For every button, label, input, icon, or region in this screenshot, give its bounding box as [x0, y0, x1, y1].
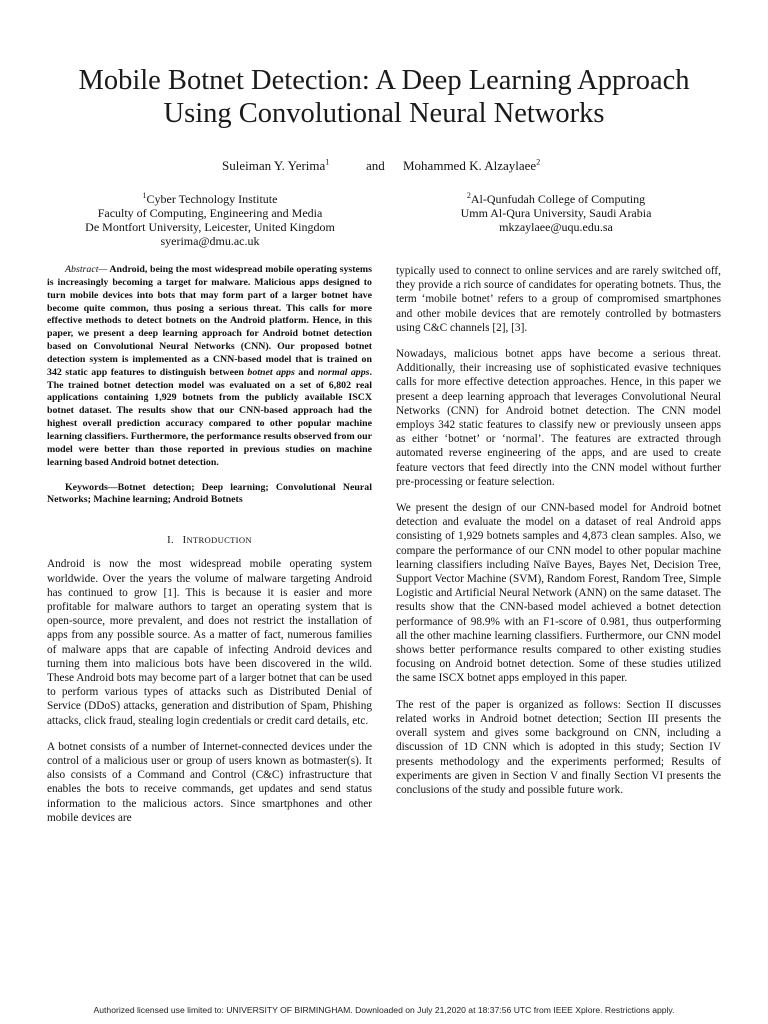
paragraph: Nowadays, malicious botnet apps have become a serious threat. Additionally, their increasing use of sophisticated evasive techniques calls for more effective detection approaches. Hence, in this paper we present a deep learning approach that leverages Convolutional Neural Networks (CNN) for Android botnet detection. The CNN model employs 342 static features to classify new or previously unseen apps as either ‘botnet’ or ‘normal’. The features are extracted through automated reverse engineering of the apps, and are used to create feature vectors that feed directly into the CNN model without further pre-processing or feature selection. [396, 348, 721, 488]
author-2-name: Mohammed K. Alzaylaee [403, 158, 537, 173]
right-column [396, 264, 721, 809]
abstract-text-a: Android, being the most widespread mobile operating systems is increasingly becoming a target for malware. Malicious apps designed to turn mobile devices into bots that may form part of a larger botnet have become quite common, thus posing a serious threat. This calls for more effective methods to detect botnets on the Android platform. Hence, in this paper, we present a deep learning approach for Android botnet detection based on Convolutional Neural Networks (CNN). Our proposed botnet detection system is implemented as a CNN-based model that is trained on 342 static app features to distinguish between [47, 264, 372, 378]
affiliation-right-email: mkzaylaee@uqu.edu.sa [499, 220, 613, 234]
author-1 [222, 158, 329, 174]
affiliation-left [60, 192, 360, 248]
affiliation-right-line-2: Umm Al-Qura University, Saudi Arabia [460, 206, 652, 220]
author-2-sup: 2 [536, 157, 541, 167]
section-heading-introduction [47, 533, 372, 548]
abstract-em-botnet: botnet apps [247, 366, 295, 378]
license-footer: Authorized licensed use limited to: UNIVERSITY OF BIRMINGHAM. Downloaded on July 21,2020 at 18:37:56 UTC from IEEE Xplore. Restrictions apply. [93, 1005, 675, 1015]
affiliation-right-institute: Al-Qunfudah College of Computing [470, 192, 646, 206]
affiliation-right-line-1 [406, 192, 706, 206]
affiliation-left-line-1 [60, 192, 360, 206]
affiliation-left-line-2: Faculty of Computing, Engineering and Media [97, 206, 323, 220]
paragraph: We present the design of our CNN-based model for Android botnet detection and evaluate the model on a dataset of real Android apps consisting of 1,929 botnets samples and 4,873 clean samples. Also, we compare the performance of our CNN model to other popular machine learning classifiers including Naïve Bayes, Bayes Net, Decision Tree, Support Vector Machine (SVM), Random Forest, Random Tree, Simple Logistic and Artificial Neural Network (ANN) on the same dataset. The results show that the CNN-based model achieved a botnet detection performance of 98.9% with an F1-score of 0.981, thus outperforming all the other machine learning classifiers. Furthermore, our CNN model shows better performance results compared to other existing studies focusing on Android botnet detection. Some of these studies utilized the same ISCX botnet apps employed in this paper. [396, 502, 721, 685]
affiliation-left-email: syerima@dmu.ac.uk [160, 234, 260, 248]
paragraph: The rest of the paper is organized as follows: Section II discusses related works in Android botnet detection; Section III presents the overall system and gives some background on CNN, including a discussion of 1D CNN which is adopted in this study; Section IV presents methodology and the experiments performed; Results of experiments are given in Section V and finally Section VI presents the conclusions of the study and possible future work. [396, 698, 721, 796]
paragraph: A botnet consists of a number of Internet-connected devices under the control of a malicious user or group of users known as botmaster(s). It also consists of a Command and Control (C&C) infrastructure that enables the bots to receive commands, get updates and send status information to the malicious actors. Since smartphones and other mobile devices are [47, 740, 372, 824]
abstract-em-normal: normal apps [317, 366, 370, 378]
title-line-2: Using Convolutional Neural Networks [163, 98, 605, 129]
section-title-rest: NTRODUCTION [186, 535, 252, 546]
paper-title [30, 64, 738, 130]
affiliation-left-sup: 1 [142, 191, 147, 200]
abstract-text-b: and [294, 366, 318, 378]
affiliation-left-institute: Cyber Technology Institute [146, 192, 278, 206]
abstract-text-c: . The trained botnet detection model was evaluated on a set of 6,802 real applications containing 1,929 botnets from the publicly available ISCX botnet dataset. The results show that our CNN-based approach had the highest overall prediction accuracy compared to other popular machine learning classifiers. Furthermore, the performance results observed from our model were better than those reported in previous studies on machine learning based Android botnet detection. [47, 366, 372, 468]
author-2 [403, 158, 540, 174]
affiliation-right-sup: 2 [466, 191, 471, 200]
author-conjunction: and [366, 158, 385, 173]
author-1-sup: 1 [325, 157, 330, 167]
affiliation-right [406, 192, 706, 234]
keywords: Keywords—Botnet detection; Deep learning; Convolutional Neural Networks; Machine learning; Android Botnets [47, 481, 372, 506]
abstract-label: Abstract— [65, 264, 108, 275]
paragraph: typically used to connect to online services and are rarely switched off, they provide a rich source of candidates for operating botnets. Thus, the term ‘mobile botnet’ refers to a group of compromised smartphones and other mobile devices that are remotely controlled by botmasters using C&C channels [2], [3]. [396, 265, 721, 334]
left-column [47, 264, 372, 837]
section-numeral: I. [167, 535, 174, 547]
section-initial: I [182, 535, 187, 547]
paragraph: Android is now the most widespread mobile operating system worldwide. Over the years the volume of malware targeting Android has continued to grow [1]. This is because it is easier and more profitable for malware authors to target an operating system that is open-source, more prevalent, and does not restrict the installation of apps from any possible source. As a matter of fact, numerous families of malware apps that are capable of infecting Android devices and turning them into malicious bots have been discovered in the wild. These Android bots may become part of a larger botnet that can be used to perform various types of attacks such as Distributed Denial of Service (DDoS) attacks, generation and distribution of Spam, Phishing attacks, click fraud, stealing login credentials or credit card details, etc. [47, 558, 372, 727]
affiliation-left-line-3: De Montfort University, Leicester, United Kingdom [85, 220, 335, 234]
title-line-1: Mobile Botnet Detection: A Deep Learning Approach [78, 65, 690, 96]
author-1-name: Suleiman Y. Yerima [222, 158, 326, 173]
abstract [47, 264, 372, 470]
